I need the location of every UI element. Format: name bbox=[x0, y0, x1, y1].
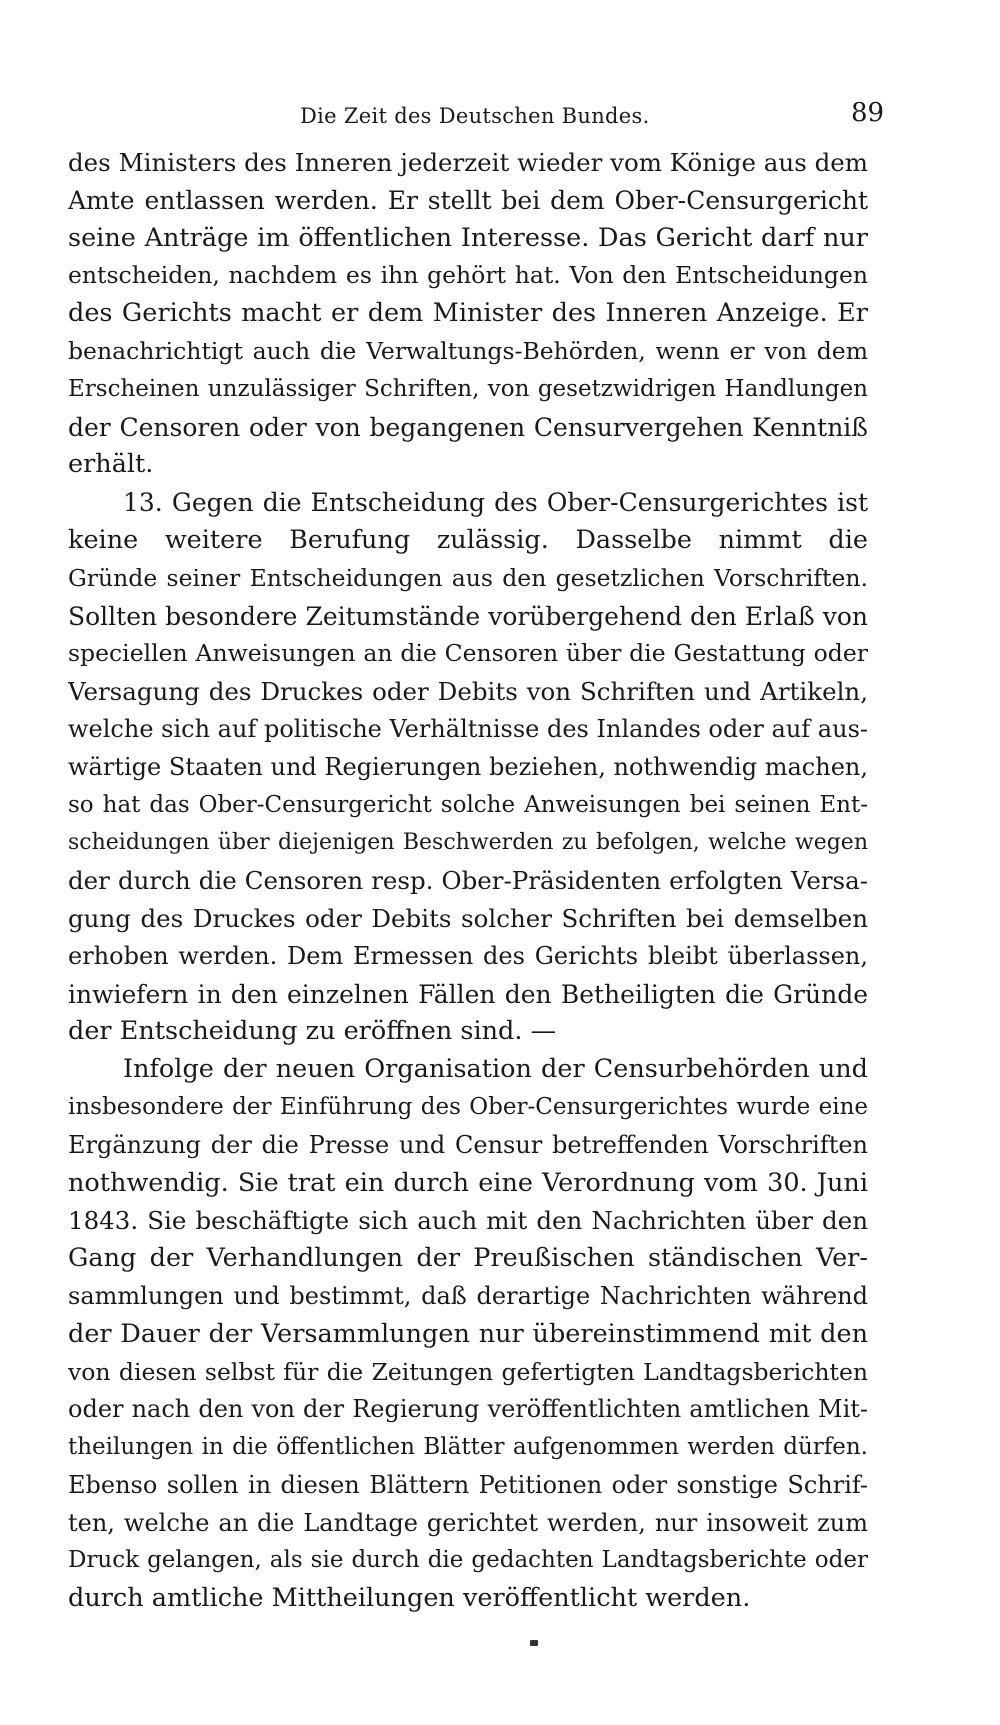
body-text bbox=[68, 144, 868, 1634]
text-line: insbesondere der Einführung des Ober-Censurgerichtes wurde eine bbox=[68, 1093, 868, 1120]
text-line: erhält. bbox=[68, 449, 154, 480]
text-line: der Entscheidung zu eröffnen sind. — bbox=[68, 1016, 557, 1047]
text-line: der Censoren oder von begangenen Censurvergehen Kenntniß bbox=[68, 412, 868, 442]
text-line: gung des Druckes oder Debits solcher Schriften bei demselben bbox=[68, 903, 868, 933]
text-line: keine weitere Berufung zulässig. Dasselbe nimmt die bbox=[68, 524, 868, 555]
text-line: sammlungen und bestimmt, daß derartige Nachrichten während bbox=[68, 1281, 868, 1310]
text-line: ten, welche an die Landtage gerichtet werden, nur insoweit zum bbox=[68, 1508, 868, 1537]
text-line: Ergänzung der die Presse und Censur betreffenden Vorschriften bbox=[68, 1130, 868, 1159]
text-line: Ebenso sollen in diesen Blättern Petitionen oder sonstige Schrif- bbox=[68, 1470, 868, 1499]
text-line: der durch die Censoren resp. Ober-Präsidenten erfolgten Versa- bbox=[68, 866, 868, 896]
text-line: 1843. Sie beschäftigte sich auch mit den Nachrichten über den bbox=[68, 1206, 868, 1236]
text-line: durch amtliche Mittheilungen veröffentlicht werden. bbox=[68, 1583, 751, 1614]
text-line: wärtige Staaten und Regierungen beziehen, nothwendig machen, bbox=[68, 752, 868, 781]
text-line: speciellen Anweisungen an die Censoren über die Gestattung oder bbox=[68, 639, 868, 668]
text-line: 13. Gegen die Entscheidung des Ober-Censurgerichtes ist bbox=[123, 488, 868, 518]
text-line: scheidungen über diejenigen Beschwerden zu befolgen, welche wegen bbox=[68, 830, 868, 856]
text-line: Versagung des Druckes oder Debits von Schriften und Artikeln, bbox=[68, 677, 868, 707]
text-line: Erscheinen unzulässiger Schriften, von gesetzwidrigen Handlungen bbox=[68, 375, 868, 402]
text-line: erhoben werden. Dem Ermessen des Gerichts bleibt überlassen, bbox=[68, 941, 868, 970]
page-number: 89 bbox=[851, 98, 885, 128]
text-line: theilungen in die öffentlichen Blätter aufgenommen werden dürfen. bbox=[68, 1434, 868, 1461]
text-line: so hat das Ober-Censurgericht solche Anweisungen bei seinen Ent- bbox=[68, 791, 868, 818]
text-line: Amte entlassen werden. Er stellt bei dem Ober-Censurgericht bbox=[68, 185, 868, 215]
text-line: des Ministers des Inneren jederzeit wieder vom Könige aus dem bbox=[68, 148, 868, 177]
printer-mark bbox=[530, 1640, 538, 1646]
text-line: inwiefern in den einzelnen Fällen den Betheiligten die Gründe bbox=[68, 979, 868, 1009]
text-line: Gründe seiner Entscheidungen aus den gesetzlichen Vorschriften. bbox=[68, 563, 868, 592]
page-header bbox=[0, 98, 1000, 138]
text-line: entscheiden, nachdem es ihn gehört hat. Von den Entscheidungen bbox=[68, 261, 868, 290]
text-line: von diesen selbst für die Zeitungen gefertigten Landtagsberichten bbox=[68, 1357, 868, 1386]
text-line: der Dauer der Versammlungen nur übereinstimmend mit den bbox=[68, 1318, 868, 1349]
text-line: Sollten besondere Zeitumstände vorübergehend den Erlaß von bbox=[68, 601, 868, 631]
text-line: oder nach den von der Regierung veröffentlichten amtlichen Mit- bbox=[68, 1395, 868, 1424]
text-line: Druck gelangen, als sie durch die gedachten Landtagsberichte oder bbox=[68, 1547, 868, 1574]
text-line: seine Anträge im öffentlichen Interesse. Das Gericht darf nur bbox=[68, 222, 868, 253]
text-line: des Gerichts macht er dem Minister des Inneren Anzeige. Er bbox=[68, 298, 868, 329]
running-title: Die Zeit des Deutschen Bundes. bbox=[300, 104, 650, 128]
text-line: Gang der Verhandlungen der Preußischen ständischen Ver- bbox=[68, 1243, 868, 1274]
text-line: nothwendig. Sie trat ein durch eine Verordnung vom 30. Juni bbox=[68, 1167, 868, 1198]
text-line: benachrichtigt auch die Verwaltungs-Behörden, wenn er von dem bbox=[68, 336, 868, 365]
text-line: Infolge der neuen Organisation der Censurbehörden und bbox=[123, 1054, 868, 1085]
text-line: welche sich auf politische Verhältnisse des Inlandes oder auf aus- bbox=[68, 714, 868, 743]
